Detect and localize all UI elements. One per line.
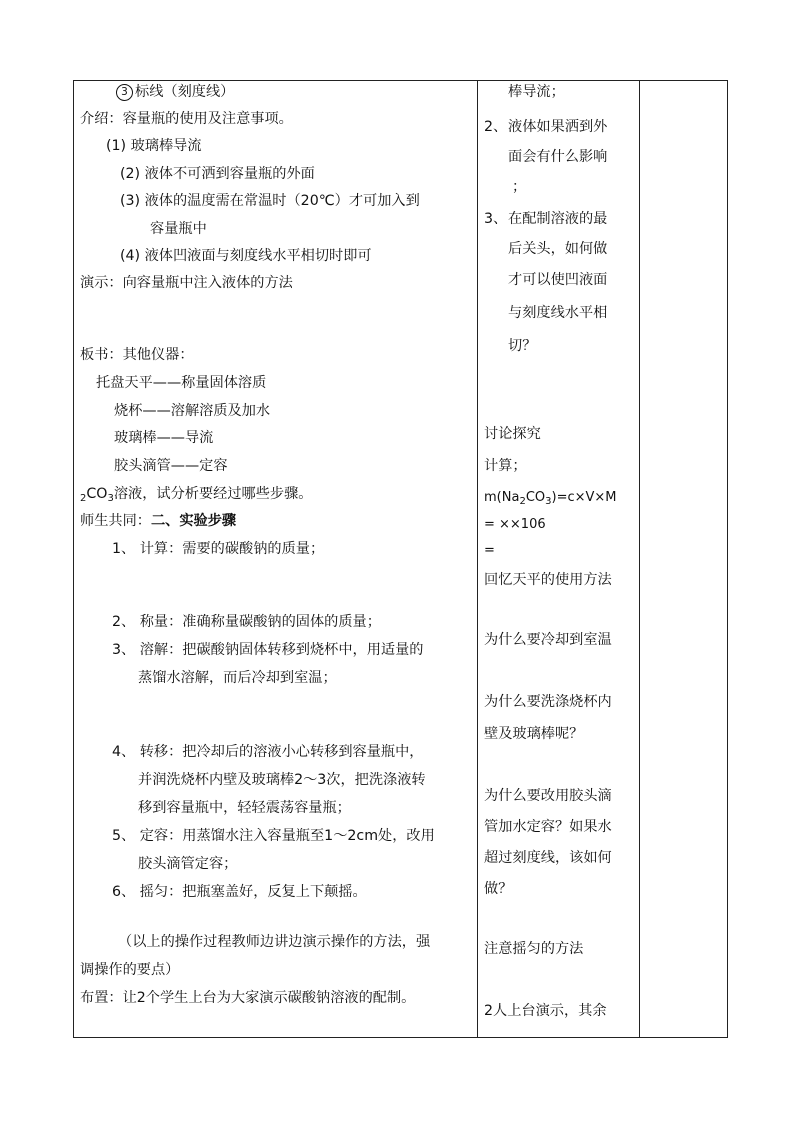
instrument-4: 胶头滴管——定容 [114,458,228,474]
question-3-end: 切？ [508,338,537,354]
demo-line: 演示：向容量瓶中注入液体的方法 [80,275,293,291]
calc-label: 计算； [484,458,527,474]
intro-line: 介绍：容量瓶的使用及注意事项。 [80,111,293,127]
question-2-number: 2、 [484,119,508,135]
step-6: 6、 摇匀：把瓶塞盖好，反复上下颠摇。 [112,884,367,900]
question-2-cont: 面会有什么影响 [508,149,608,165]
step-4-cont-2: 移到容量瓶中，轻轻震荡容量瓶； [138,800,351,816]
column-divider [477,81,478,1037]
step-4: 4、 转移：把冷却后的溶液小心转移到容量瓶中， [112,744,424,760]
teacher-note: （以上的操作过程教师边讲边演示操作的方法，强 [118,934,431,950]
note-3-cont: 容量瓶中 [150,221,207,237]
step-2: 2、 称量：准确称量碳酸钠的固体的质量； [112,614,381,630]
why-dropper: 为什么要改用胶头滴 [484,788,612,804]
why-wash-cont: 壁及玻璃棒呢？ [484,726,584,742]
question-3: 在配制溶液的最 [508,211,608,227]
step-1: 1、 计算：需要的碳酸钠的质量； [112,541,325,557]
demo-students: 2人上台演示，其余 [484,1003,607,1019]
formula-line-1: $m(Na_2CO_3)=c\times V\times M$ [484,490,617,507]
step-5: 5、 定容：用蒸馏水注入容量瓶至1～2cm处，改用 [112,828,435,844]
discuss-label: 讨论探究 [484,426,541,442]
step-3-cont: 蒸馏水溶解，而后冷却到室温； [138,670,337,686]
remarks-column [640,81,727,1037]
question-3-cont-2: 才可以使凹液面 [508,272,608,288]
why-wash: 为什么要洗涤烧杯内 [484,694,612,710]
question-2-end: ； [512,179,527,195]
board-line: 板书：其他仪器： [80,347,194,363]
note-1: (1) 玻璃棒导流 [106,138,202,154]
why-dropper-end: 做？ [484,881,513,897]
instrument-1: 托盘天平——称量固体溶质 [96,375,267,391]
formula-line-2: = ××106 [484,517,546,532]
step-3: 3、 溶解：把碳酸钠固体转移到烧杯中，用适量的 [112,642,424,658]
question-3-cont-3: 与刻度线水平相 [508,305,608,321]
section-title: 二、实验步骤 [150,513,237,529]
together-line: 师生共同：二、实验步骤 [80,513,237,529]
why-dropper-cont-1: 管加水定容？如果水 [484,819,612,835]
question-3-number: 3、 [484,211,508,227]
co3-line: $_2CO_3$溶液，试分析要经过哪些步骤。 [80,486,313,504]
lesson-table [73,80,728,1038]
why-cool: 为什么要冷却到室温 [484,632,612,648]
shake-note: 注意摇匀的方法 [484,941,584,957]
why-dropper-cont-2: 超过刻度线，该如何 [484,850,612,866]
question-2: 液体如果洒到外 [508,119,608,135]
step-4-cont-1: 并润洗烧杯内壁及玻璃棒2～3次，把洗涤液转 [138,772,426,788]
formula-line-3: = [484,543,495,558]
note-2: (2) 液体不可洒到容量瓶的外面 [120,166,315,182]
item-3-line: 3 标线（刻度线） [116,82,234,102]
note-3: (3) 液体的温度需在常温时（20℃）才可加入到 [120,193,420,209]
instrument-2: 烧杯——溶解溶质及加水 [114,403,271,419]
question-1-tail: 棒导流； [508,84,565,100]
note-4: (4) 液体凹液面与刻度线水平相切时即可 [120,248,372,264]
circled-number: 3 [116,84,133,101]
assignment-line: 布置：让2个学生上台为大家演示碳酸钠溶液的配制。 [80,990,416,1006]
question-3-cont-1: 后关头，如何做 [508,241,608,257]
recall-balance: 回忆天平的使用方法 [484,572,612,588]
instrument-3: 玻璃棒——导流 [114,430,214,446]
teacher-note-cont: 调操作的要点） [80,962,180,978]
step-5-cont: 胶头滴管定容； [138,856,238,872]
